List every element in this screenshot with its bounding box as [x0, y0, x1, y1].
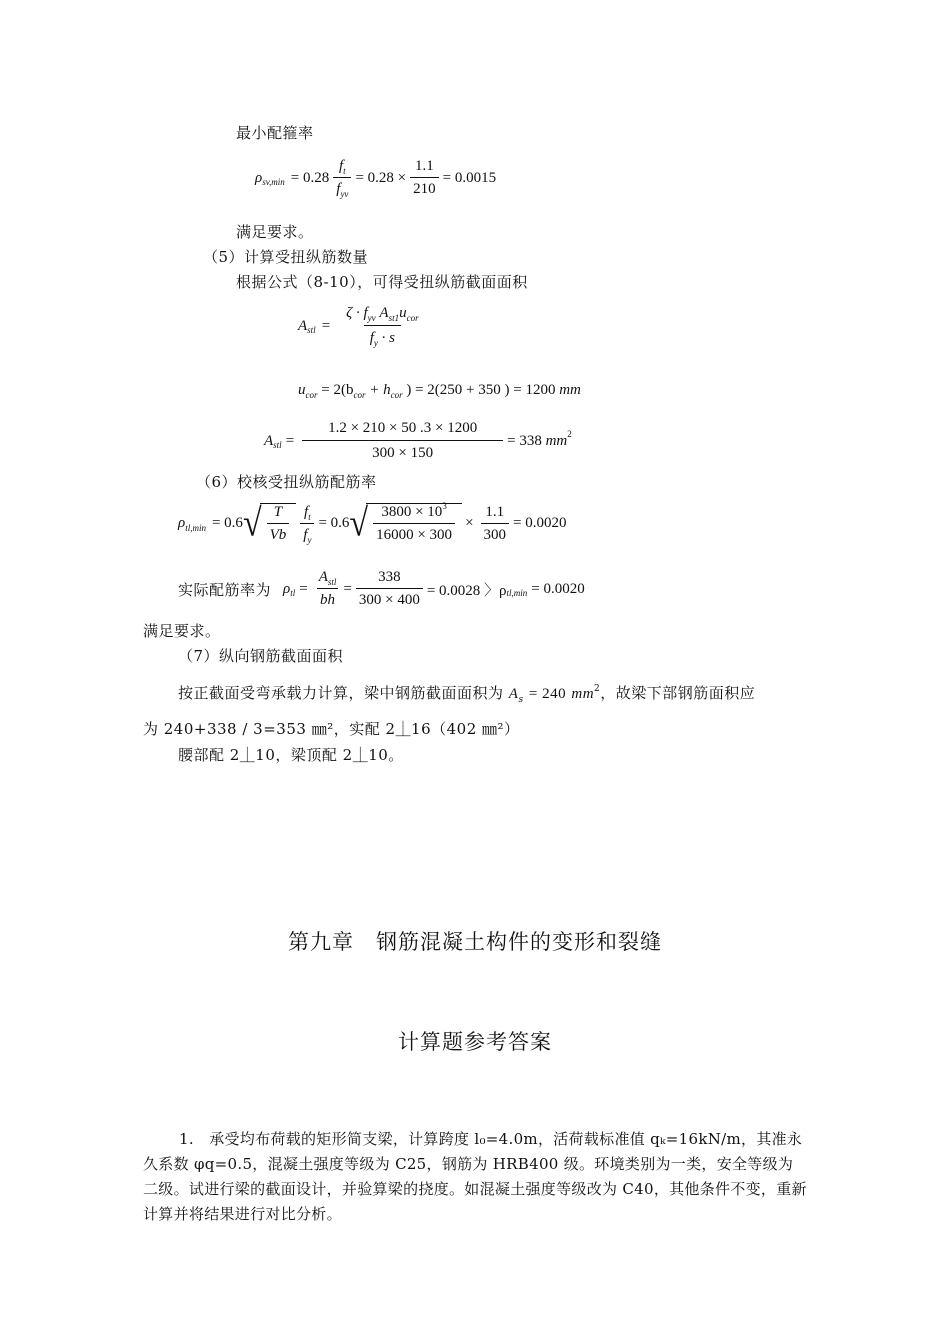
fraction-1.1-210 [410, 158, 439, 198]
step7-line2: 为 240+338 / 3=353 ㎜²，实配 2⏊16（402 ㎜²） [143, 720, 520, 738]
expr3: ) = 2(250 + 350 ) = 1200 [406, 382, 556, 398]
step7-line3: 腰部配 2⏊10，梁顶配 2⏊10。 [178, 746, 404, 764]
b-sub: cor [353, 390, 366, 400]
problem-1: 1. 承受均布荷载的矩形简支梁，计算跨度 l₀=4.0m，活荷载标准值 qₖ=16kN/m，其准永久系数 φq=0.5，混凝土强度等级为 C25，钢筋为 HRB400 级。环境类别为一类，安全等级为二级。试进行梁的截面设计，并验算梁的挠度。如混凝土强度等级改为 C40，其他条件不变，重新计算并将结果进行对比分析。 [143, 1130, 807, 1223]
eq: = [299, 580, 308, 597]
num-sup: 3 [442, 501, 447, 511]
den-sub: y [373, 338, 378, 348]
fraction-Astl-bh [316, 569, 340, 609]
num2: 1.1 [414, 158, 434, 174]
fraction-T-Vb [267, 504, 290, 544]
result: = 338 [507, 432, 542, 449]
result: = 0.0028 〉ρ [426, 582, 507, 599]
formula-A-stl-value [264, 420, 572, 462]
num-end: u [399, 305, 407, 321]
num-sub: t [343, 166, 346, 176]
satisfy-1: 满足要求。 [236, 223, 314, 241]
rho-sub: tl,min [185, 522, 206, 533]
times: × [465, 515, 474, 531]
h-sub: cor [390, 390, 403, 400]
den: 16000 × 300 [373, 523, 455, 544]
sqrt-icon: √ [242, 501, 262, 545]
den3: 300 [481, 523, 510, 544]
num-tail: A [379, 305, 389, 321]
den2: 210 [410, 177, 439, 198]
formula-rho-tl [178, 569, 585, 609]
u-symbol: u [298, 382, 306, 398]
num: f [304, 503, 309, 520]
den2: 300 × 400 [356, 588, 423, 609]
num: f [339, 158, 344, 174]
chapter-title: 第九章 钢筋混凝土构件的变形和裂缝 [288, 930, 662, 954]
step7-line1 [178, 682, 755, 703]
formula-A-stl [298, 305, 429, 347]
fraction-1.1-300 [481, 504, 510, 544]
num2: 338 [378, 569, 401, 585]
formula-rho-tl-min [178, 503, 567, 544]
sqrt-icon: √ [349, 501, 369, 545]
sqrt-content-2 [366, 503, 462, 544]
expr2: + h [369, 382, 391, 398]
formula-u-cor [298, 382, 581, 399]
den: 300 × 150 [302, 440, 503, 462]
As-sup: 2 [594, 684, 601, 694]
actual-ratio-label: 实际配筋率为 [178, 582, 272, 599]
unit: mm [545, 432, 568, 449]
num-sub: t [308, 511, 311, 522]
mid: = 0.28 × [355, 169, 407, 186]
section-title: 计算题参考答案 [398, 1030, 552, 1054]
den: bh [317, 588, 338, 609]
num-sub: yv [367, 313, 376, 323]
rho-sub: tl [290, 588, 296, 598]
num3: 1.1 [485, 503, 505, 520]
As-unit: mm [571, 686, 595, 702]
num: T [273, 504, 283, 520]
fraction-A-stl [340, 305, 424, 347]
As-sub: s [518, 695, 524, 705]
den: f [336, 181, 341, 197]
A-symbol: A [264, 432, 274, 449]
fraction-value [302, 420, 503, 462]
num: 3800 × 10 [381, 504, 443, 520]
result-sub: tl,min [506, 588, 528, 598]
step6-heading: （6）校核受扭纵筋配筋率 [196, 473, 377, 491]
min-stirrup-label: 最小配箍率 [236, 124, 314, 142]
As-symbol: A [508, 686, 519, 702]
u-sub: cor [305, 390, 318, 400]
unit-sup: 2 [567, 429, 572, 439]
sqrt-content [260, 503, 297, 544]
line1-tail: ，故梁下部钢筋面积应 [600, 684, 756, 702]
num: ζ · f [346, 305, 368, 321]
As-value: = 240 [528, 686, 567, 702]
fraction-ft-fyv [333, 158, 351, 198]
step7-heading: （7）纵向钢筋截面面积 [178, 647, 344, 665]
A-sub: stl [273, 440, 282, 450]
step5-desc: 根据公式（8-10），可得受扭纵筋截面面积 [236, 273, 528, 291]
eq2: = [343, 580, 352, 597]
mid: = 0.6 [318, 515, 350, 531]
fraction-ft-fy [300, 504, 314, 544]
result: = 0.0015 [442, 169, 497, 186]
den: f [303, 526, 308, 543]
A-symbol: A [298, 317, 308, 334]
satisfy-2: 满足要求。 [143, 622, 221, 640]
den-sub: y [307, 534, 312, 545]
den: Vb [267, 523, 290, 544]
unit: mm [559, 382, 581, 398]
fraction-3800-16000 [373, 501, 455, 544]
expr1: = 2(b [321, 382, 354, 398]
rho-symbol: ρ [255, 169, 263, 186]
den-tail: · s [381, 330, 395, 346]
step5-heading: （5）计算受扭纵筋数量 [203, 248, 369, 266]
fraction-338 [356, 569, 423, 609]
A-sub: stl [307, 325, 316, 335]
rho-symbol: ρ [178, 515, 186, 531]
line1-text: 按正截面受弯承载力计算，梁中钢筋截面面积为 [178, 684, 504, 702]
rho-sub: sv,min [262, 177, 285, 187]
den-sub: yv [340, 189, 349, 199]
num: A [318, 569, 328, 585]
eq: = [321, 317, 331, 334]
result-end: = 0.0020 [531, 580, 585, 597]
coef: = 0.28 [290, 169, 330, 186]
num-end-sub: cor [406, 313, 419, 323]
num-tail-sub: st1 [388, 313, 400, 323]
den: f [369, 330, 374, 346]
rho-symbol: ρ [283, 580, 291, 597]
result: = 0.0020 [513, 515, 567, 531]
num-sub: stl [327, 577, 337, 587]
num: 1.2 × 210 × 50 .3 × 1200 [328, 420, 478, 436]
coef: = 0.6 [211, 515, 243, 531]
formula-rho-sv-min [255, 158, 496, 198]
eq: = [285, 432, 295, 449]
